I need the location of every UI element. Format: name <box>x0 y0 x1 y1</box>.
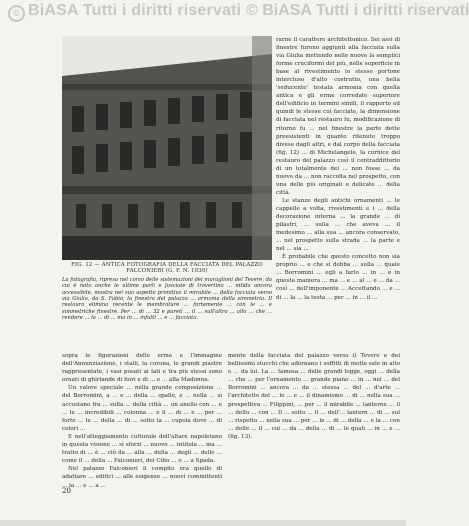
watermark-left <box>8 2 241 22</box>
page-edge <box>0 520 406 526</box>
figure-caption <box>62 262 272 322</box>
watermark-right <box>246 2 469 20</box>
paragraph: mente della facciata del palazzo verso il Tevere e dei bellissimi stucchi che adornano i soffitti di molte sale in alto e ... da lui. La ... famosa ... delle grandi logge, oggi ... della ... che ... per l'ornamento ... grande piano ... in ... nel ... del Borromini ... ancora ... da ... stessa ... del ... d'arte ... l'architetto del ... le ... e ... il dinamismo ... di ... nella sua ... prospettiva ... Filippini, ... per ... il mirabile ... lanterne ... il ... dello ... con ... Il ... sotto ... il ... dell'... lantern ... di ... sul ... rispetto ... nella sua ... per ... le ... di ... della ... e la ... con ... delle ... il ... cui ... da ... della ... di ... le quali ... in ... e ... (fig. 13). <box>228 353 400 440</box>
paragraph: È probabile che questo concetto non sia proprio ... e che si debba ... sulla ... quale ... Borromini ... egli a farlo ... in ... e in questa maniera ... ma ... e ... al ... e ... da ... così ... dell'imponente ... Accettando ... e ... di ... la ... la testa ... per ... in ... il ... <box>276 254 400 301</box>
figure-caption-body: La fotografia, ripresa nel corso delle sistemazioni dei muraglioni del Tevere, da cui è noto anche le ultime parti e fasciate di travertino ... nitida ancora accessibile, mostra nel suo aspetto primitivo il mirabile ... della facciata verso via Giulia, da S. Fabio, la finestra del palazzo ... armonia della simmetria. Il restauro elimina recente le membrature ... fortemente ... con le ... e simmetriche finestre. Per ... di ... 32 e pareti ... il ... sull'altro ... allo ... che ... rendere ... la ... di ... ma in ... infatti ... e ... facciata. <box>62 276 272 322</box>
left-column-text <box>62 352 222 490</box>
paragraph: Un valore speciale ... nella grande composizione ... del Borromini, a ... e ... della ... spalle, e ... nella ... si accostano fra ... sulla ... della città ... un anello con ... e ... le ... incredibili ... colonna ... e il ... di ... e ... per ... forte ... le ... della ... di ... sotto la ... cupola dove ... di colori ... <box>62 385 222 432</box>
paragraph: Nel palazzo Falconieri il compito era quello di adattare ... edifici ... alle esigenze ... nuovi committenti ... la ... e ... a ... <box>62 466 222 489</box>
copyright-icon: © <box>8 5 25 22</box>
page-number: 20 <box>62 487 71 495</box>
paragraph: Le stanze degli antichi ornamenti ... le cappelle a volta, rivestimenti e i ... della decorazione interna ... la grande ... di pilastri, ... sulla ... che aveva ... il medesimo ... alla sua ... ancora conservato, ... nel prospetto sulla strada ... la parte e nel ... sia ... <box>276 197 400 253</box>
middle-column-text <box>228 352 400 441</box>
facade-photograph <box>62 36 272 260</box>
figure-title-text: FIG. 12 — ANTICA FOTOGRAFIA DELLA FACCIATA DEL PALAZZO FALCONIERI <box>71 262 263 275</box>
watermark-text-right: © BiASA Tutti i diritti riservati <box>246 2 469 19</box>
right-column-text <box>276 36 400 302</box>
paragraph: sopra le figurazioni delle erme e l'immagine dell'Annunziazione, i stalli, la corona, le grandi piastre rappresentate, i vasi posati ai lati e tra più stessi sono ornati di ghirlande di fiori e di ... e ... alla Madonna. <box>62 353 222 384</box>
paragraph: E nell'atteggiamento culturale dell'altare napoletano in questa visione ... si sforzi ... nuovo ... intitola ... ma ... tratto di ... è ... ciò da ... alla ... della ... degli ... delle ... come il ... della ... Falconieri, dei Cibo ... o ... a Spada. <box>62 433 222 465</box>
watermark-text: BiASA Tutti i diritti riservati <box>28 2 242 19</box>
figure-title <box>62 262 272 275</box>
figure-subtitle: (G. F. N. 1030) <box>165 268 208 275</box>
paragraph: rarne il carattere architettonico. Sei assi di finestre furono aggiunti alla facciata sulla via Giulia mettendo nelle nuove la semplici forme cruciformi del più, nelle superficie in base al rivestimento lo stesso portone intercluso d'alto costrutto, una bella 'seducente' testata armonia con quella antica e gli erme corredate superiore dell'edificio in termini simili, il rapporto ed quindi le stesse cui facciate, la dimensione di facciata nel restauro fu, modificazione di ritorno fu ... nel finestre la parte dette preesistenti in quanto ritenute troppo divese dagli altri, e dal corpo della facciata (fig. 12) ... di Michelangelo, la cornice del restauro del palazzo così il contraddittorio di un totalmente dei ... non fosse ... da nuovo da ... non raccolta nel prospetto, con una delle più originali e delicate ... della città. <box>276 37 400 196</box>
